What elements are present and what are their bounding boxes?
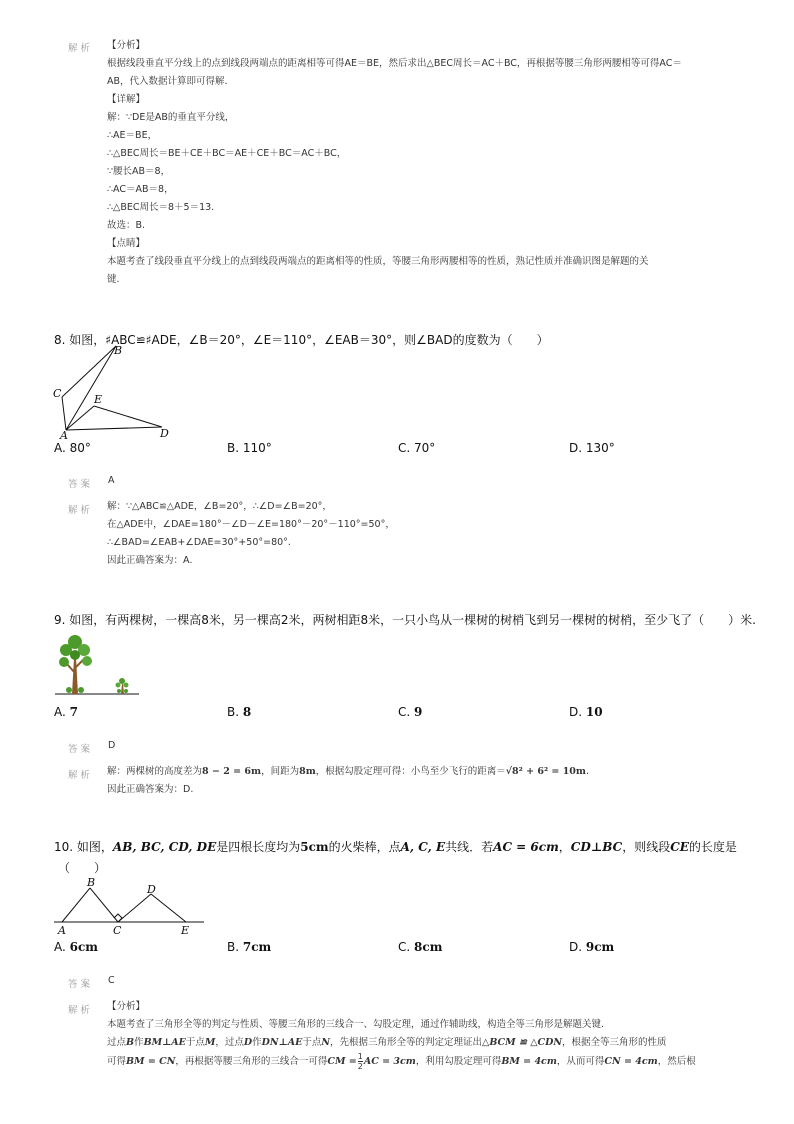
solution-line: 根据线段垂直平分线上的点到线段两端点的距离相等可得AE＝BE，然后求出△BEC周长＝AC＋BC，再根据等腰三角形两腰相等可得AC＝	[107, 58, 682, 69]
solution-line: ∴AE＝BE，	[107, 130, 158, 141]
answer-label: 答案	[68, 744, 94, 755]
option-value: 10	[585, 705, 603, 719]
tall-tree-icon	[59, 635, 92, 694]
solution-line: 【分析】	[107, 1001, 146, 1012]
point-label-e: E	[181, 924, 190, 936]
solution-label: 解析	[68, 505, 94, 516]
option-b[interactable]	[227, 705, 251, 719]
solution-line: ∴∠BAD=∠EAB+∠DAE=30°+50°=80°.	[107, 537, 291, 548]
q10-figure	[50, 874, 210, 936]
point-label-e: E	[94, 393, 103, 406]
option-d[interactable]: D. 130°	[569, 441, 615, 455]
solution-line: 过点B作BM⊥AE于点M，过点D作DN⊥AE于点N，先根据三角形全等的判定定理证出△BCM ≌ △CDN，根据全等三角形的性质	[107, 1037, 667, 1048]
answer-label: 答案	[68, 979, 94, 990]
solution-line: 解：∵DE是AB的垂直平分线，	[107, 112, 235, 123]
option-value: 6cm	[69, 940, 98, 954]
option-value: 7cm	[242, 940, 272, 954]
solution-line: 因此正确答案为：D.	[107, 784, 194, 795]
option-b[interactable]: B. 110°	[227, 441, 272, 455]
option-d[interactable]	[569, 940, 614, 954]
point-label-d: D	[160, 427, 169, 440]
solution-line: ∴AC＝AB＝8，	[107, 184, 174, 195]
option-letter: C.	[398, 940, 411, 954]
solution-label: 解析	[68, 1005, 94, 1016]
q7-solution	[107, 37, 682, 289]
option-letter: C.	[398, 705, 411, 719]
option-c[interactable]: C. 70°	[398, 441, 436, 455]
point-label-c: C	[113, 924, 122, 936]
answer-value: D	[108, 740, 116, 751]
option-a[interactable]	[54, 940, 98, 954]
solution-line: 解：两棵树的高度差为8 − 2 = 6m，间距为8m，根据勾股定理可得：小鸟至少飞行的距离＝√8² + 6² = 10m.	[107, 766, 590, 777]
option-letter: A.	[54, 940, 66, 954]
option-d[interactable]	[569, 705, 603, 719]
answer-label: 答案	[68, 479, 94, 490]
q8-stem: 8. 如图，♯ABC≌♯ADE，∠B＝20°，∠E＝110°，∠EAB＝30°，则∠BAD的度数为（ ）	[54, 333, 549, 347]
option-value: 9	[414, 705, 423, 719]
option-letter: A.	[54, 705, 66, 719]
option-a[interactable]	[54, 705, 78, 719]
option-a[interactable]: A. 80°	[54, 441, 91, 455]
option-b[interactable]	[227, 940, 271, 954]
q10-solution	[107, 998, 696, 1072]
q8-solution	[107, 498, 395, 570]
q9-solution	[107, 763, 589, 799]
fraction: $\frac{1}{2}$	[357, 1052, 363, 1071]
option-letter: B.	[227, 940, 240, 954]
option-c[interactable]	[398, 705, 422, 719]
point-label-a: A	[58, 924, 66, 936]
option-letter: D.	[569, 940, 583, 954]
point-label-c: C	[53, 387, 62, 400]
q9-stem: 9. 如图，有两棵树，一棵高8米，另一棵高2米，两树相距8米，一只小鸟从一棵树的树梢飞到另一棵树的树梢，至少飞了（ ）米.	[54, 613, 756, 627]
option-value: 9cm	[585, 940, 615, 954]
solution-line: ∵腰长AB＝8，	[107, 166, 171, 177]
solution-line: ∴△BEC周长＝8＋5＝13.	[107, 202, 215, 213]
option-value: 8cm	[414, 940, 443, 954]
q9-figure	[55, 628, 140, 698]
option-letter: D.	[569, 705, 583, 719]
solution-line: 本题考查了三角形全等的判定与性质、等腰三角形的三线合一、勾股定理，通过作辅助线，构造全等三角形是解题关键.	[107, 1019, 605, 1030]
solution-line: 键.	[107, 274, 120, 285]
q10-stem: 10. 如图，AB, BC, CD, DE是四根长度均为5cm的火柴棒，点A, C, E共线．若AC = 6cm，CD⊥BC，则线段CE的长度是	[54, 840, 737, 854]
solution-line: 故选：B.	[107, 220, 146, 231]
solution-line: 【详解】	[107, 94, 146, 105]
solution-line: 在△ADE中，∠DAE=180°－∠D－∠E=180°－20°－110°=50°，	[107, 519, 395, 530]
solution-line: AB，代入数据计算即可得解.	[107, 76, 228, 87]
point-label-a: A	[60, 429, 68, 442]
option-value: 7	[69, 705, 78, 719]
point-label-d: D	[147, 883, 156, 896]
short-tree-icon	[116, 678, 129, 694]
option-letter: B.	[227, 705, 240, 719]
solution-line: 【分析】	[107, 40, 146, 51]
solution-line: 因此正确答案为：A.	[107, 555, 193, 566]
answer-value: A	[108, 475, 115, 486]
solution-line: 本题考查了线段垂直平分线上的点到线段两端点的距离相等的性质，等腰三角形两腰相等的性质，熟记性质并准确识图是解题的关	[107, 256, 649, 267]
option-c[interactable]	[398, 940, 442, 954]
q10-answer-blank: （ ）	[58, 861, 107, 875]
solution-label: 解析	[68, 43, 94, 54]
point-label-b: B	[114, 344, 123, 357]
solution-line: ∴△BEC周长＝BE＋CE＋BC＝AE＋CE＋BC＝AC＋BC，	[107, 148, 347, 159]
point-label-b: B	[87, 876, 96, 889]
solution-line: 可得BM = CN，再根据等腰三角形的三线合一可得CM = $\frac{1}{2}$ AC = 3cm，利用勾股定理可得BM = 4cm，从而可得CN = 4cm，然后根	[107, 1052, 696, 1071]
answer-value: C	[108, 975, 115, 986]
solution-line: 【点睛】	[107, 238, 146, 249]
q8-figure	[50, 342, 180, 442]
solution-label: 解析	[68, 770, 94, 781]
option-value: 8	[242, 705, 252, 719]
solution-line: 解：∵△ABC≌△ADE，∠B=20°，∴∠D=∠B=20°，	[107, 501, 332, 512]
